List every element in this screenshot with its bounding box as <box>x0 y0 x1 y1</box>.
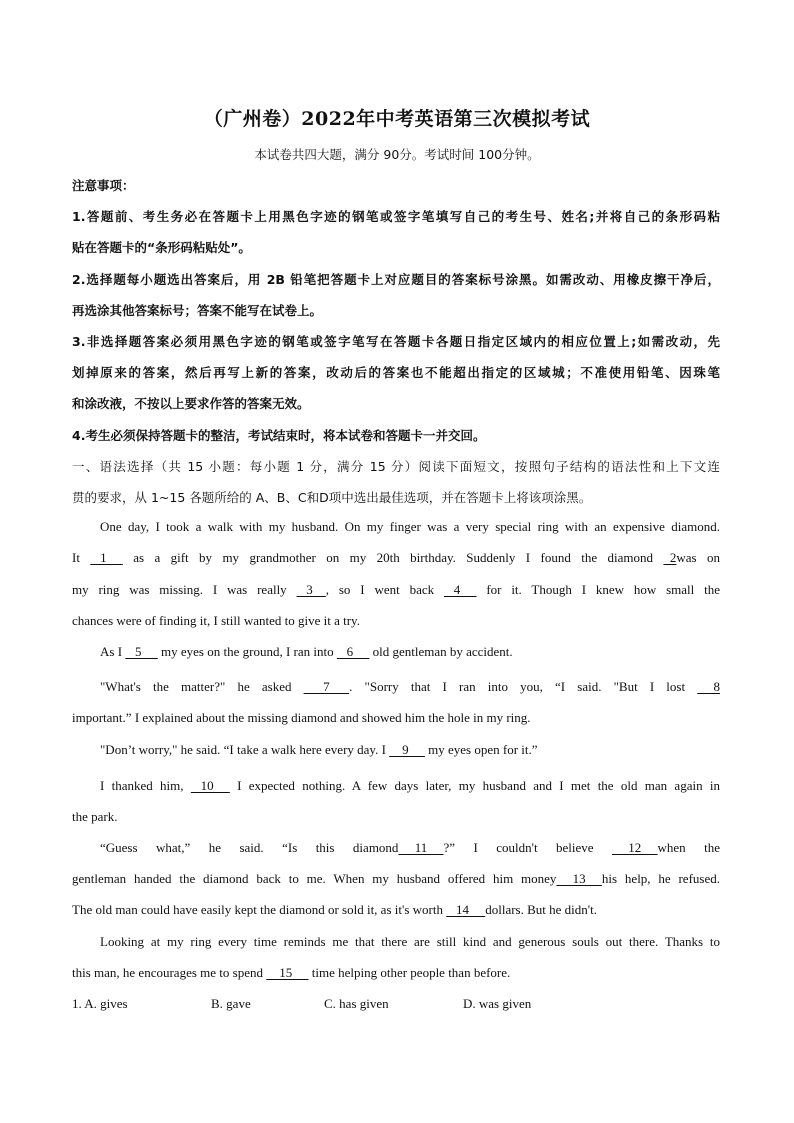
notice-line: 和涂改液，不按以上要求作答的答案无效。 <box>72 396 310 411</box>
blank-11: 11 <box>398 840 444 855</box>
blank-4: 4 <box>443 582 477 597</box>
passage-line: As I 5 my eyes on the ground, I ran into 6 old gentleman by accident. <box>100 644 513 659</box>
passage-line: One day, I took a walk with my husband. On my finger was a very special ring with an expensive diamond. <box>100 519 720 534</box>
exam-subtitle: 本试卷共四大题，满分 90分。考试时间 100分钟。 <box>254 147 540 162</box>
passage-line: my ring was missing. I was really 3 , so I went back 4 for it. Though I knew how small the <box>72 582 720 597</box>
question-1-option-d: D. was given <box>463 996 532 1011</box>
notice-line: 3.非选择题答案必须用黑色字迹的钢笔或签字笔写在答题卡各题日指定区域内的相应位置上;如需改动，先 <box>72 334 720 349</box>
notice-line: 2.选择题每小题选出答案后，用 2B 铅笔把答题卡上对应题目的答案标号涂黑。如需改动、用橡皮擦干净后， <box>72 272 720 287</box>
blank-10: 10 <box>190 778 230 793</box>
notice-line: 再选涂其他答案标号；答案不能写在试卷上。 <box>72 303 323 318</box>
passage-line: Looking at my ring every time reminds me that there are still kind and generous souls out there. Thanks to <box>100 934 720 949</box>
blank-15: 15 <box>266 965 309 980</box>
passage-line: gentleman handed the diamond back to me. When my husband offered him money 13 his help, he refused. <box>72 871 720 886</box>
blank-9: 9 <box>389 742 425 757</box>
blank-1: 1 <box>90 550 123 565</box>
blank-5: 5 <box>125 644 158 659</box>
blank-3: 3 <box>296 582 326 597</box>
passage-line: important.” I explained about the missing diamond and showed him the hole in my ring. <box>72 710 531 725</box>
blank-7: 7 <box>303 679 350 694</box>
notice-line: 贴在答题卡的“条形码粘贴处”。 <box>72 240 251 255</box>
question-1-option-a: 1. A. gives <box>72 996 128 1011</box>
notice-heading: 注意事项： <box>72 178 135 193</box>
notice-line: 1.答题前、考生务必在答题卡上用黑色字迹的钢笔或签字笔填写自己的考生号、姓名;并将自己的条形码粘 <box>72 209 720 224</box>
question-1-option-c: C. has given <box>324 996 389 1011</box>
blank-8: 8 <box>697 679 720 694</box>
section-instructions: 一、语法选择（共 15 小题：每小题 1 分，满分 15 分）阅读下面短文，按照句子结构的语法性和上下文连 <box>72 459 720 474</box>
passage-line: this man, he encourages me to spend 15 time helping other people than before. <box>72 965 511 980</box>
notice-line: 划掉原来的答案，然后再写上新的答案，改动后的答案也不能超出指定的区域城；不准使用铅笔、因珠笔 <box>72 365 720 380</box>
passage-line: “Guess what,” he said. “Is this diamond 11 ?” I couldn't believe 12 when the <box>100 840 721 855</box>
passage-line: chances were of finding it, I still wanted to give it a try. <box>72 613 360 628</box>
question-1-option-b: B. gave <box>211 996 251 1011</box>
passage-line: The old man could have easily kept the diamond or sold it, as it's worth 14 dollars. But he didn't. <box>72 902 597 917</box>
passage-line: It 1 as a gift by my grandmother on my 20th birthday. Suddenly I found the diamond 2was on <box>72 550 720 565</box>
blank-6: 6 <box>336 644 370 659</box>
notice-line: 4.考生必须保持答题卡的整洁，考试结束时，将本试卷和答题卡一并交回。 <box>72 428 486 443</box>
blank-13: 13 <box>556 871 602 886</box>
blank-2: 2 <box>663 550 677 565</box>
passage-line: "What's the matter?" he asked 7 . "Sorry that I ran into you, “I said. "But I lost 8 <box>100 679 720 694</box>
passage-line: the park. <box>72 809 118 824</box>
blank-14: 14 <box>446 902 486 917</box>
blank-12: 12 <box>612 840 658 855</box>
exam-title: （广州卷）2022年中考英语第三次模拟考试 <box>203 108 591 130</box>
passage-line: "Don’t worry," he said. “I take a walk here every day. I 9 my eyes open for it.” <box>100 742 538 757</box>
section-instructions: 贯的要求，从 1~15 各题所给的 A、B、C和D项中选出最佳选项，并在答题卡上将该项涂黑。 <box>72 490 592 505</box>
passage-line: I thanked him, 10 I expected nothing. A few days later, my husband and I met the old man again in <box>100 778 720 793</box>
